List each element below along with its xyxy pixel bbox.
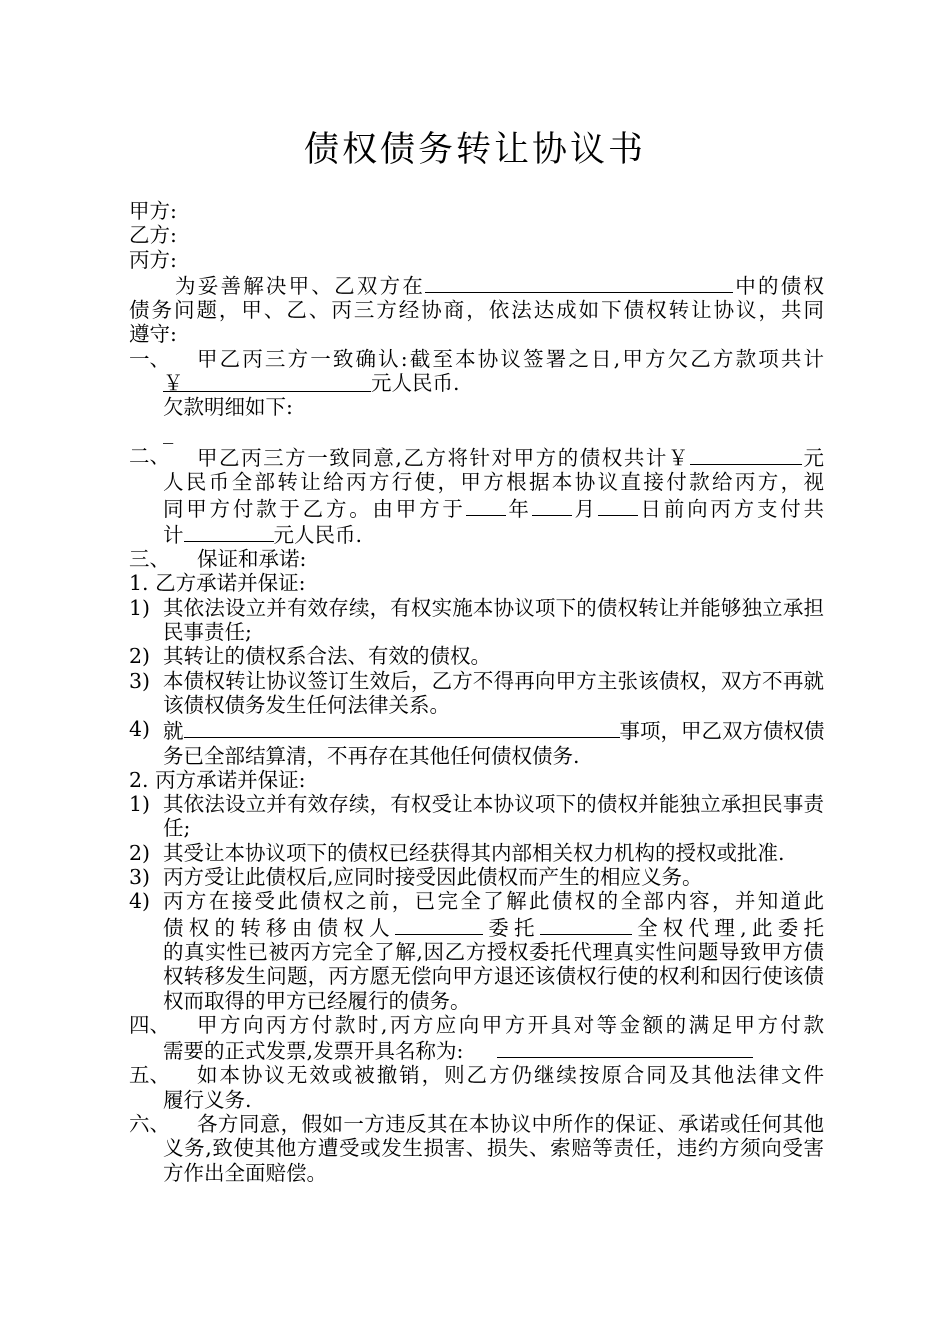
section-4-text: 甲方向丙方付款时,丙方应向甲方开具对等金额的满足甲方付款 — [197, 1012, 824, 1037]
list-item — [129, 644, 824, 668]
list-text: 本债权转让协议签订生效后，乙方不得再向甲方主张该债权，双方不再就该债权债务发生任何法律关系。 — [163, 668, 824, 717]
year-label: 年 — [505, 496, 532, 521]
amount-blank — [690, 444, 802, 465]
section-6 — [129, 1112, 824, 1185]
party-b-commitment-heading: 1. 乙方承诺并保证: — [129, 571, 306, 596]
blank-line — [425, 272, 733, 293]
debt-detail-label: 欠款明细如下: — [163, 395, 293, 420]
list-number: 4) — [129, 717, 151, 742]
list-number: 3) — [129, 865, 151, 890]
list-number: 2) — [129, 840, 151, 865]
party-b: 乙方: — [129, 223, 177, 248]
list-number: 2) — [129, 644, 151, 669]
section-1-text: 甲乙丙三方一致确认:截至本协议签署之日,甲方欠乙方款项共计 — [197, 346, 824, 371]
intro-line-2: 债务问题，甲、乙、丙三方经协商，依法达成如下债权转让协议，共同 — [129, 298, 824, 323]
party-a: 甲方: — [129, 199, 177, 223]
amount-blank — [184, 521, 274, 542]
section-number: 二、 — [129, 443, 170, 468]
list-text: 其依法设立并有效存续，有权受让本协议项下的债权并能独立承担民事责任; — [163, 792, 824, 841]
list-item — [129, 669, 824, 718]
section-2-yuan: 元 — [801, 445, 825, 470]
intro-text-2: 中的债权 — [733, 273, 825, 298]
list-text: 就 — [163, 719, 184, 744]
section-4-text-2: 需要的正式发票,发票开具名称为: — [163, 1039, 464, 1064]
list-text: 其转让的债权系合法、有效的债权。 — [163, 644, 491, 669]
document-body — [129, 199, 824, 1185]
list-text: 的真实性已被丙方完全了解,因乙方授权委托代理真实性问题导致甲方债权转移发生问题，丙方愿无偿向甲方退还该债权行使的权利和因行使该债权而取得的甲方已经履行的债务。 — [163, 939, 824, 1013]
list-number: 1) — [129, 792, 151, 817]
list-text: 其依法设立并有效存续，有权实施本协议项下的债权转让并能够独立承担民事责任; — [163, 595, 824, 645]
section-1 — [129, 347, 824, 444]
section-2-line-4a: 计 — [163, 522, 184, 547]
section-2-line-2: 人民币全部转让给丙方行使，甲方根据本协议直接付款给丙方，视 — [163, 470, 824, 495]
list-number: 1) — [129, 595, 151, 620]
section-number: 五、 — [129, 1063, 170, 1088]
yen-sign: ￥ — [163, 371, 184, 396]
month-blank — [532, 495, 572, 516]
section-number: 一、 — [129, 346, 170, 371]
intro-line-3: 遵守: — [129, 322, 177, 347]
party-c-commitment-heading: 2. 丙方承诺并保证: — [129, 767, 306, 792]
list-text: 事项，甲乙双方债权债 — [619, 719, 825, 744]
section-5-text: 如本协议无效或被撤销，则乙方仍继续按原合同及其他法律文件 — [197, 1063, 824, 1088]
list-text: 其受让本协议项下的债权已经获得其内部相关权力机构的授权或批准. — [163, 840, 785, 865]
section-2-text-1: 甲乙丙三方一致同意,乙方将针对甲方的债权共计￥ — [197, 445, 690, 470]
intro-text-1: 为妥善解决甲、乙双方在 — [175, 273, 426, 298]
debt-detail-blank: _ — [163, 419, 174, 444]
list-item — [129, 596, 824, 645]
year-blank — [466, 495, 506, 516]
list-item — [129, 889, 824, 1012]
day-blank — [598, 495, 638, 516]
section-3 — [129, 547, 824, 1013]
list-item — [129, 841, 824, 865]
list-item — [129, 865, 824, 889]
section-5 — [129, 1063, 824, 1112]
amount-blank — [163, 371, 371, 396]
list-text: 债权的转移由债权人 — [163, 915, 395, 940]
month-label: 月 — [571, 496, 598, 521]
list-item — [129, 717, 824, 768]
section-2 — [129, 444, 824, 547]
section-number: 六、 — [129, 1111, 170, 1136]
section-2-line-4b: 元人民币. — [273, 522, 363, 547]
list-text: 丙方受让此债权后,应同时接受因此债权而产生的相应义务。 — [163, 865, 703, 890]
list-number: 3) — [129, 668, 151, 693]
list-item — [129, 792, 824, 841]
matter-blank — [184, 717, 620, 738]
section-6-text: 各方同意，假如一方违反其在本协议中所作的保证、承诺或任何其他义务,致使其他方遭受或发生损害、损失、索赔等责任，违约方须向受害方作出全面赔偿。 — [163, 1111, 824, 1185]
list-text: 丙方在接受此债权之前，已完全了解此债权的全部内容，并知道此 — [163, 889, 824, 914]
list-number: 4) — [129, 889, 151, 914]
section-3-heading: 保证和承诺: — [197, 547, 307, 572]
section-4 — [129, 1013, 824, 1064]
list-text: 全权代理,此委托 — [631, 915, 825, 940]
section-1-after: 元人民币. — [371, 371, 460, 396]
section-2-line-3a: 同甲方付款于乙方。由甲方于 — [163, 496, 466, 521]
intro-paragraph — [129, 272, 824, 347]
list-text: 务已全部结算清，不再存在其他任何债权债务. — [163, 743, 580, 768]
party-c: 丙方: — [129, 247, 177, 272]
creditor-blank — [395, 914, 483, 935]
list-text: 委托 — [482, 915, 540, 940]
section-2-line-3b: 日前向丙方支付共 — [637, 496, 825, 521]
section-number: 三、 — [129, 547, 170, 572]
invoice-name-blank — [497, 1037, 753, 1058]
section-number: 四、 — [129, 1012, 170, 1037]
section-5-text-2: 履行义务. — [163, 1087, 252, 1112]
agent-blank — [540, 914, 632, 935]
document-title: 债权债务转让协议书 — [303, 130, 646, 170]
